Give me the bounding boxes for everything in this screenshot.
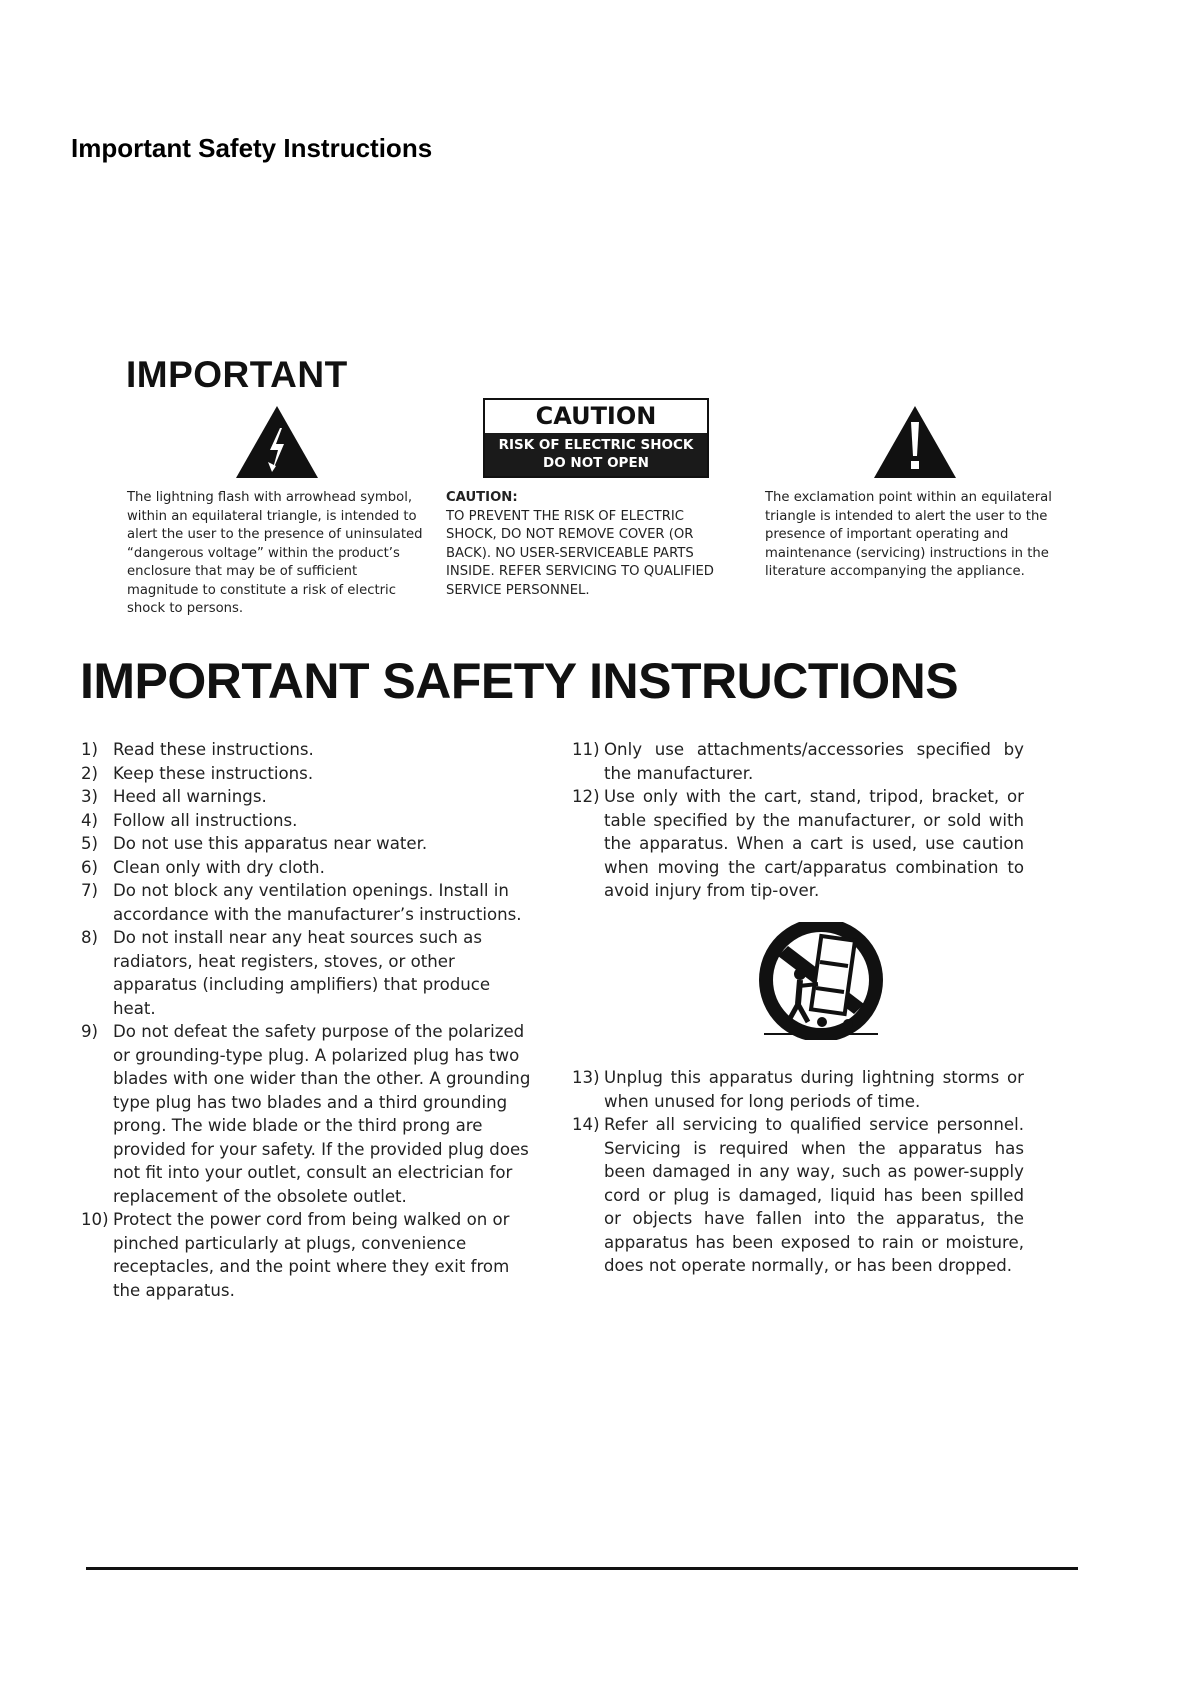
page-header-title: Important Safety Instructions [71, 133, 433, 163]
instruction-item [572, 738, 1024, 785]
instruction-text: Clean only with dry cloth. [113, 857, 325, 877]
instruction-number: 7) [81, 881, 99, 900]
instruction-number: 8) [81, 928, 99, 947]
instruction-number: 1) [81, 740, 99, 759]
exclamation-symbol-description: The exclamation point within an equilateral triangle is intended to alert the user to the presence of important operating and maintenance (servicing) instructions in the literature accompanying the appliance. [765, 490, 1052, 579]
instruction-text: Protect the power cord from being walked on or pinched particularly at plugs, convenience receptacles, and the point where they exit from the apparatus. [113, 1210, 510, 1300]
instruction-number: 6) [81, 857, 99, 877]
instruction-text: Keep these instructions. [113, 763, 314, 783]
instruction-item [81, 832, 531, 856]
instruction-text: Do not block any ventilation openings. Install in accordance with the manufacturer’s instructions. [113, 881, 522, 924]
instruction-item [81, 809, 531, 833]
instruction-text: Do not install near any heat sources such as radiators, heat registers, stoves, or other apparatus (including amplifiers) that produce heat. [113, 928, 491, 1018]
instructions-list-right-top [572, 738, 1024, 903]
instruction-number: 13) [572, 1068, 600, 1087]
instruction-text: Heed all warnings. [113, 787, 267, 806]
instruction-number: 12) [572, 787, 600, 806]
instruction-item [81, 1208, 531, 1302]
instruction-text: Read these instructions. [113, 740, 314, 759]
instruction-number: 10) [81, 1210, 109, 1229]
caution-body: TO PREVENT THE RISK OF ELECTRIC SHOCK, DO NOT REMOVE COVER (OR BACK). NO USER-SERVICEABLE PARTS INSIDE. REFER SERVICING TO QUALIFIED SERVICE PERSONNEL. [446, 508, 714, 598]
instructions-list-right-bottom [572, 1066, 1024, 1278]
instruction-number: 9) [81, 1022, 99, 1041]
safety-instructions-title: IMPORTANT SAFETY INSTRUCTIONS [80, 653, 959, 709]
caution-sub-line-1: RISK OF ELECTRIC SHOCK [498, 437, 694, 453]
instruction-item [81, 738, 531, 762]
exclamation-warning-icon [872, 404, 958, 480]
instruction-number: 3) [81, 787, 99, 806]
instruction-item [81, 785, 531, 809]
instruction-text: Do not use this apparatus near water. [113, 834, 428, 853]
instruction-item [81, 856, 531, 880]
caution-sub-line-2: DO NOT OPEN [543, 455, 649, 471]
instruction-text: Follow all instructions. [113, 810, 298, 830]
instruction-text: Refer all servicing to qualified service personnel. Servicing is required when the apparatus has been damaged in any way, such as power-supply cord or plug is damaged, liquid has been spilled or objects have fallen into the apparatus, the apparatus has been exposed to rain or moisture, does not operate normally, or has been dropped. [604, 1115, 1024, 1275]
instruction-item [81, 926, 531, 1020]
caution-description [446, 489, 736, 600]
instruction-number: 14) [572, 1115, 600, 1134]
instruction-text: Use only with the cart, stand, tripod, bracket, or table specified by the manufacturer, or sold with the apparatus. When a cart is used, use caution when moving the cart/apparatus combination to avoid injury from tip-over. [604, 787, 1024, 900]
instruction-number: 11) [572, 740, 600, 759]
instruction-item [572, 1113, 1024, 1278]
lightning-warning-icon [234, 404, 320, 480]
instruction-number: 2) [81, 763, 99, 783]
cart-tipover-warning-icon [750, 922, 892, 1040]
caution-sublabel [485, 433, 707, 476]
instruction-item [572, 1066, 1024, 1113]
instruction-text: Do not defeat the safety purpose of the polarized or grounding-type plug. A polarized plug has two blades with one wider than the other. A grounding type plug has two blades and a third grounding prong. The wide blade or the third prong are provided for your safety. If the provided plug does not fit into your outlet, consult an electrician for replacement of the obsolete outlet. [113, 1022, 531, 1206]
caution-heading: CAUTION: [446, 490, 518, 505]
instruction-number: 4) [81, 810, 99, 830]
instructions-list-left [81, 738, 531, 1302]
caution-label-box [483, 398, 709, 478]
instruction-number: 5) [81, 834, 99, 853]
footer-rule [86, 1567, 1078, 1570]
instruction-item [572, 785, 1024, 903]
instruction-text: Unplug this apparatus during lightning storms or when unused for long periods of time. [604, 1068, 1024, 1111]
important-heading: IMPORTANT [126, 354, 348, 395]
instruction-text: Only use attachments/accessories specified by the manufacturer. [604, 740, 1024, 783]
instruction-item [81, 879, 531, 926]
lightning-symbol-description: The lightning flash with arrowhead symbol, within an equilateral triangle, is intended to alert the user to the presence of uninsulated “dangerous voltage” within the product’s enclosure that may be of sufficient magnitude to constitute a risk of electric shock to persons. [127, 490, 423, 616]
caution-label: CAUTION [535, 402, 657, 430]
instruction-item [81, 762, 531, 786]
instruction-item [81, 1020, 531, 1208]
